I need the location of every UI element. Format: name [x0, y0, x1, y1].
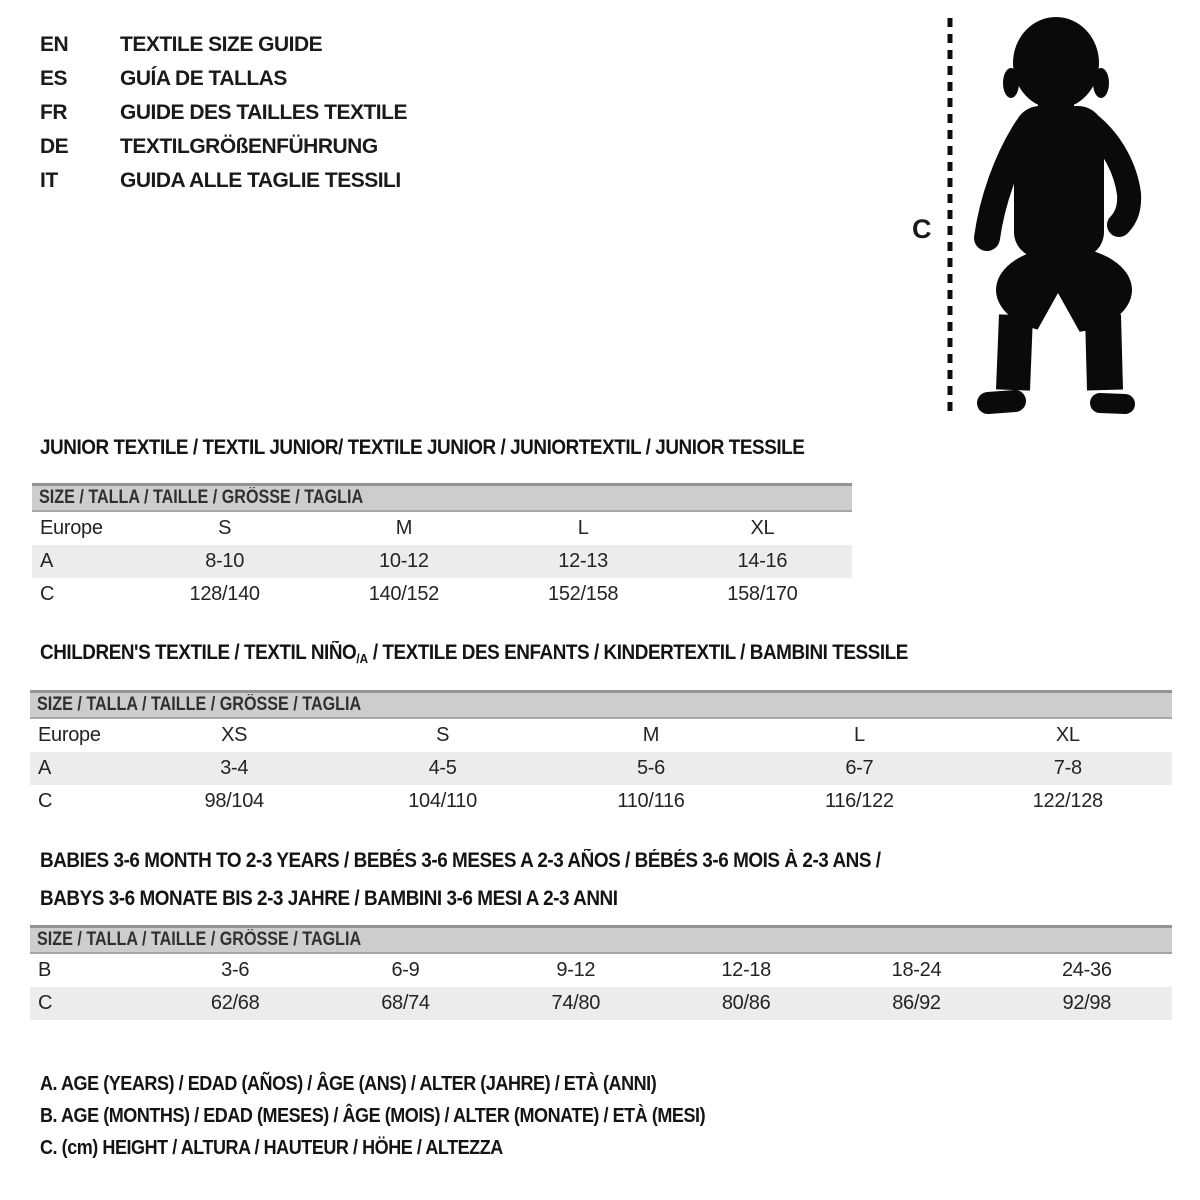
legend-line-c: C. (cm) HEIGHT / ALTURA / HAUTEUR / HÖHE / ALTEZZA — [40, 1137, 503, 1159]
size-cell: M — [642, 724, 660, 746]
children-heading-post: / TEXTILE DES ENFANTS / KINDERTEXTIL / BAMBINI TESSILE — [368, 641, 908, 664]
lang-title: TEXTILGRÖßENFÜHRUNG — [120, 135, 378, 158]
size-header-text: SIZE / TALLA / TAILLE / GRÖSSE / TAGLIA — [39, 487, 364, 508]
measure-legend — [40, 1068, 779, 1164]
legend-line-b: B. AGE (MONTHS) / EDAD (MESES) / ÂGE (MOIS) / ALTER (MONATE) / ETÀ (MESI) — [40, 1105, 706, 1127]
row-label: Europe — [38, 724, 101, 746]
table-row-height — [30, 785, 1172, 818]
toddler-silhouette — [987, 17, 1132, 404]
size-cell: L — [853, 724, 865, 746]
children-heading-sub: /A — [356, 651, 369, 666]
size-cell: 104/110 — [408, 790, 477, 812]
lang-row-es — [40, 62, 407, 96]
junior-size-table — [32, 483, 852, 611]
size-cell: 122/128 — [1032, 790, 1103, 812]
size-cell: L — [577, 517, 589, 539]
lang-code: DE — [40, 135, 69, 158]
table-row-months — [30, 954, 1172, 987]
babies-size-table — [30, 925, 1172, 1020]
babies-table — [30, 954, 1172, 1020]
table-row-height — [30, 987, 1172, 1020]
table-row-age — [32, 545, 852, 578]
size-cell: 3-6 — [221, 959, 250, 981]
table-row-europe — [30, 719, 1172, 752]
size-cell: XL — [1055, 724, 1080, 746]
size-cell: 5-6 — [547, 752, 755, 785]
figure-measure-label-c: C — [912, 214, 931, 244]
table-row-europe — [32, 512, 852, 545]
lang-row-de — [40, 130, 407, 164]
size-cell: 3-4 — [130, 752, 338, 785]
babies-section-heading — [40, 842, 974, 918]
size-cell: 8-10 — [135, 545, 314, 578]
lang-title: GUÍA DE TALLAS — [120, 67, 287, 90]
size-cell: 7-8 — [964, 752, 1172, 785]
size-cell: 6-9 — [391, 959, 420, 981]
size-cell: 62/68 — [150, 987, 320, 1020]
lang-title: TEXTILE SIZE GUIDE — [120, 33, 323, 56]
size-cell: 152/158 — [548, 583, 619, 605]
lang-title: GUIDE DES TAILLES TEXTILE — [120, 101, 407, 124]
size-cell: 4-5 — [338, 752, 546, 785]
row-label: C — [38, 790, 53, 812]
table-row-age — [30, 752, 1172, 785]
row-label: C — [40, 583, 55, 605]
size-cell: 92/98 — [1002, 987, 1172, 1020]
legend-line-a: A. AGE (YEARS) / EDAD (AÑOS) / ÂGE (ANS) / ALTER (JAHRE) / ETÀ (ANNI) — [40, 1073, 657, 1095]
babies-heading-line2: BABYS 3-6 MONATE BIS 2-3 JAHRE / BAMBINI 3-6 MESI A 2-3 ANNI — [40, 887, 618, 910]
lang-code: IT — [40, 169, 58, 192]
lang-row-it — [40, 164, 407, 198]
size-cell: 116/122 — [825, 790, 894, 812]
language-title-block — [40, 28, 407, 198]
row-label: A — [32, 545, 135, 578]
size-cell: XL — [750, 517, 775, 539]
row-label: A — [30, 752, 130, 785]
children-size-table — [30, 690, 1172, 818]
size-cell: 12-18 — [721, 959, 771, 981]
size-cell: 110/116 — [617, 790, 685, 812]
toddler-silhouette-icon — [900, 0, 1180, 440]
lang-code: ES — [40, 67, 68, 90]
children-section-heading — [40, 641, 1004, 665]
lang-row-en — [40, 28, 407, 62]
size-cell: 24-36 — [1061, 959, 1112, 981]
row-label: Europe — [40, 517, 103, 539]
size-cell: 98/104 — [204, 790, 264, 812]
size-cell: 80/86 — [661, 987, 831, 1020]
size-header-text: SIZE / TALLA / TAILLE / GRÖSSE / TAGLIA — [37, 694, 362, 715]
table-row-height — [32, 578, 852, 611]
size-cell: 128/140 — [189, 583, 260, 605]
size-cell: 10-12 — [314, 545, 493, 578]
size-cell: S — [436, 724, 450, 746]
size-cell: 140/152 — [368, 583, 439, 605]
junior-table — [32, 512, 852, 611]
size-cell: 18-24 — [891, 959, 942, 981]
row-label: B — [38, 959, 52, 981]
size-header-text: SIZE / TALLA / TAILLE / GRÖSSE / TAGLIA — [37, 929, 362, 950]
size-cell: 9-12 — [556, 959, 596, 981]
lang-row-fr — [40, 96, 407, 130]
size-cell: 6-7 — [755, 752, 963, 785]
size-cell: 14-16 — [673, 545, 852, 578]
children-heading-text — [40, 641, 908, 665]
lang-title: GUIDA ALLE TAGLIE TESSILI — [120, 169, 401, 192]
size-header-band — [30, 690, 1172, 719]
size-cell: XS — [221, 724, 248, 746]
size-cell: M — [395, 517, 413, 539]
lang-code: FR — [40, 101, 67, 124]
size-cell: S — [218, 517, 232, 539]
junior-section-heading — [40, 436, 889, 460]
size-cell: 86/92 — [831, 987, 1001, 1020]
row-label: C — [30, 987, 150, 1020]
babies-heading-line1: BABIES 3-6 MONTH TO 2-3 YEARS / BEBÉS 3-6 MESES A 2-3 AÑOS / BÉBÉS 3-6 MOIS À 2-3 ANS / — [40, 849, 881, 872]
size-header-band — [30, 925, 1172, 954]
lang-code: EN — [40, 33, 69, 56]
size-cell: 68/74 — [320, 987, 490, 1020]
size-cell: 158/170 — [727, 583, 798, 605]
size-header-band — [32, 483, 852, 512]
junior-heading-text: JUNIOR TEXTILE / TEXTIL JUNIOR/ TEXTILE JUNIOR / JUNIORTEXTIL / JUNIOR TESSILE — [40, 436, 805, 459]
children-table — [30, 719, 1172, 818]
size-cell: 12-13 — [494, 545, 673, 578]
children-heading-pre: CHILDREN'S TEXTILE / TEXTIL NIÑO — [40, 641, 357, 664]
size-cell: 74/80 — [491, 987, 661, 1020]
